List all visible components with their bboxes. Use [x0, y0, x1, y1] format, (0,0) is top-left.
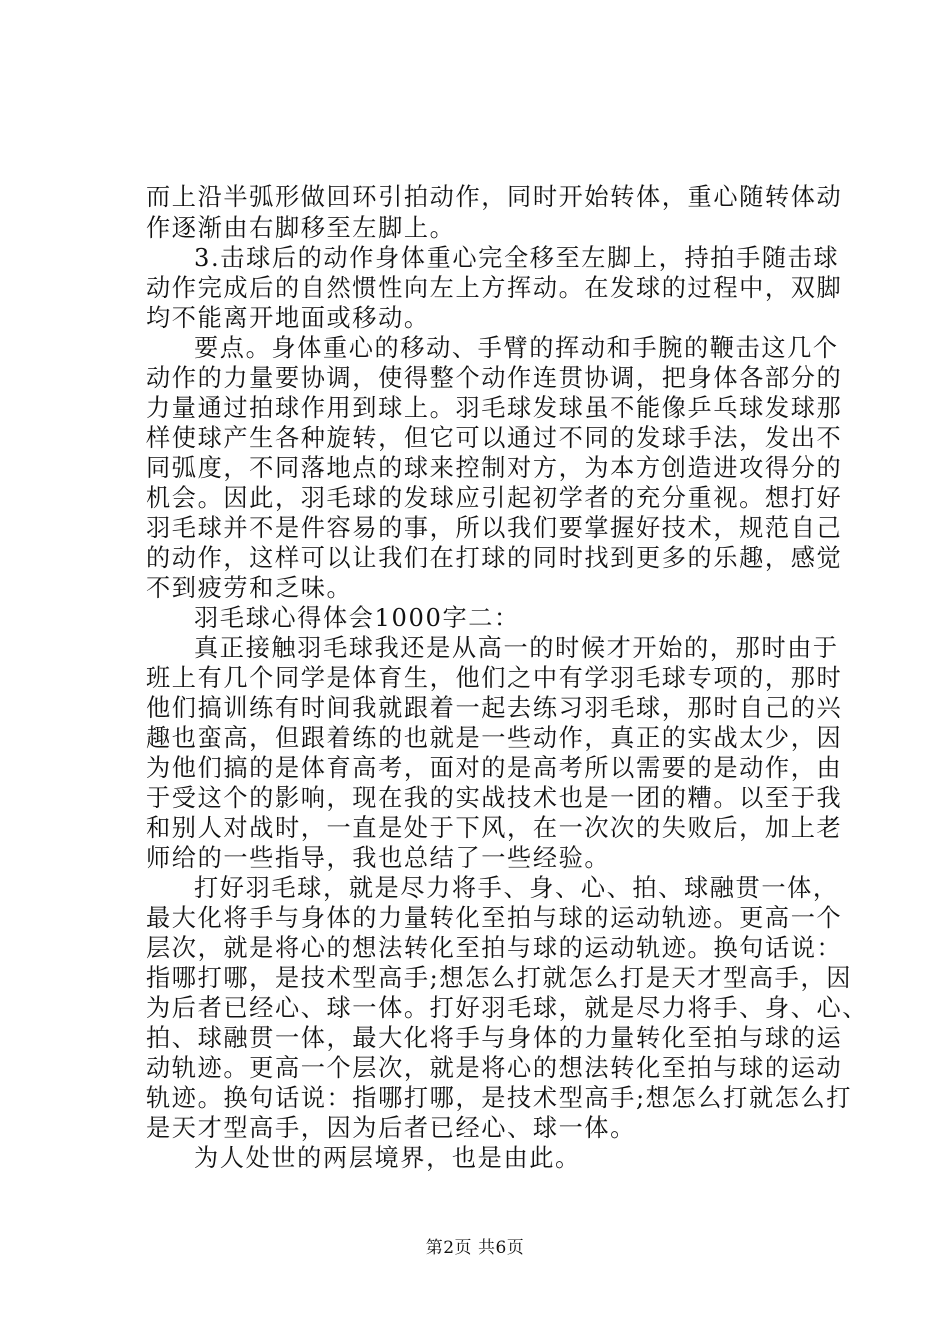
text-line: 趣也蛮高，但跟着练的也就是一些动作，真正的实战太少，因: [146, 724, 843, 752]
paragraph-first-line: 真正接触羽毛球我还是从高一的时候才开始的，那时由于: [194, 634, 839, 662]
text-line: 轨迹。换句话说：指哪打哪，是技术型高手;想怎么打就怎么打: [146, 1084, 853, 1112]
text-line: 指哪打哪，是技术型高手;想怎么打就怎么打是天才型高手，因: [146, 964, 853, 992]
text-line: 他们搞训练有时间我就跟着一起去练习羽毛球，那时自己的兴: [146, 694, 843, 722]
text-line: 同弧度，不同落地点的球来控制对方，为本方创造进攻得分的: [146, 454, 843, 482]
text-line: 动轨迹。更高一个层次，就是将心的想法转化至拍与球的运动: [146, 1054, 843, 1082]
text-line: 而上沿半弧形做回环引拍动作，同时开始转体，重心随转体动: [146, 183, 843, 211]
text-line: 为后者已经心、球一体。打好羽毛球，就是尽力将手、身、心、: [146, 994, 869, 1022]
text-line: 动作完成后的自然惯性向左上方挥动。在发球的过程中，双脚: [146, 274, 843, 302]
text-line: 样使球产生各种旋转，但它可以通过不同的发球手法，发出不: [146, 424, 843, 452]
text-line: 不到疲劳和乏味。: [146, 574, 353, 602]
paragraph-first-line: 打好羽毛球，就是尽力将手、身、心、拍、球融贯一体，: [194, 874, 839, 902]
text-line: 的动作，这样可以让我们在打球的同时找到更多的乐趣，感觉: [146, 544, 843, 572]
text-line: 层次，就是将心的想法转化至拍与球的运动轨迹。换句话说：: [146, 934, 843, 962]
text-line: 机会。因此，羽毛球的发球应引起初学者的充分重视。想打好: [146, 484, 843, 512]
text-line: 作逐渐由右脚移至左脚上。: [146, 214, 456, 242]
text-line: 动作的力量要协调，使得整个动作连贯协调，把身体各部分的: [146, 364, 843, 392]
paragraph-first-line: 要点。身体重心的移动、手臂的挥动和手腕的鞭击这几个: [194, 334, 839, 362]
section-heading: 羽毛球心得体会1000字二：: [194, 604, 520, 632]
text-line: 于受这个的影响，现在我的实战技术也是一团的糟。以至于我: [146, 784, 843, 812]
text-line: 均不能离开地面或移动。: [146, 304, 430, 332]
text-line: 为他们搞的是体育高考，面对的是高考所以需要的是动作，由: [146, 754, 843, 782]
text-line: 是天才型高手，因为后者已经心、球一体。: [146, 1114, 636, 1142]
page-footer: 第2页 共6页: [425, 1238, 525, 1258]
text-line: 羽毛球并不是件容易的事，所以我们要掌握好技术，规范自己: [146, 514, 843, 542]
text-line: 最大化将手与身体的力量转化至拍与球的运动轨迹。更高一个: [146, 904, 843, 932]
text-line: 拍、球融贯一体，最大化将手与身体的力量转化至拍与球的运: [146, 1024, 843, 1052]
text-line: 和别人对战时，一直是处于下风，在一次次的失败后，加上老: [146, 814, 843, 842]
paragraph-first-line: 为人处世的两层境界，也是由此。: [194, 1144, 581, 1172]
text-line: 班上有几个同学是体育生，他们之中有学羽毛球专项的，那时: [146, 664, 843, 692]
text-line: 力量通过拍球作用到球上。羽毛球发球虽不能像乒乓球发球那: [146, 394, 843, 422]
paragraph-first-line: 3.击球后的动作身体重心完全移至左脚上，持拍手随击球: [194, 244, 840, 272]
text-line: 师给的一些指导，我也总结了一些经验。: [146, 844, 611, 872]
